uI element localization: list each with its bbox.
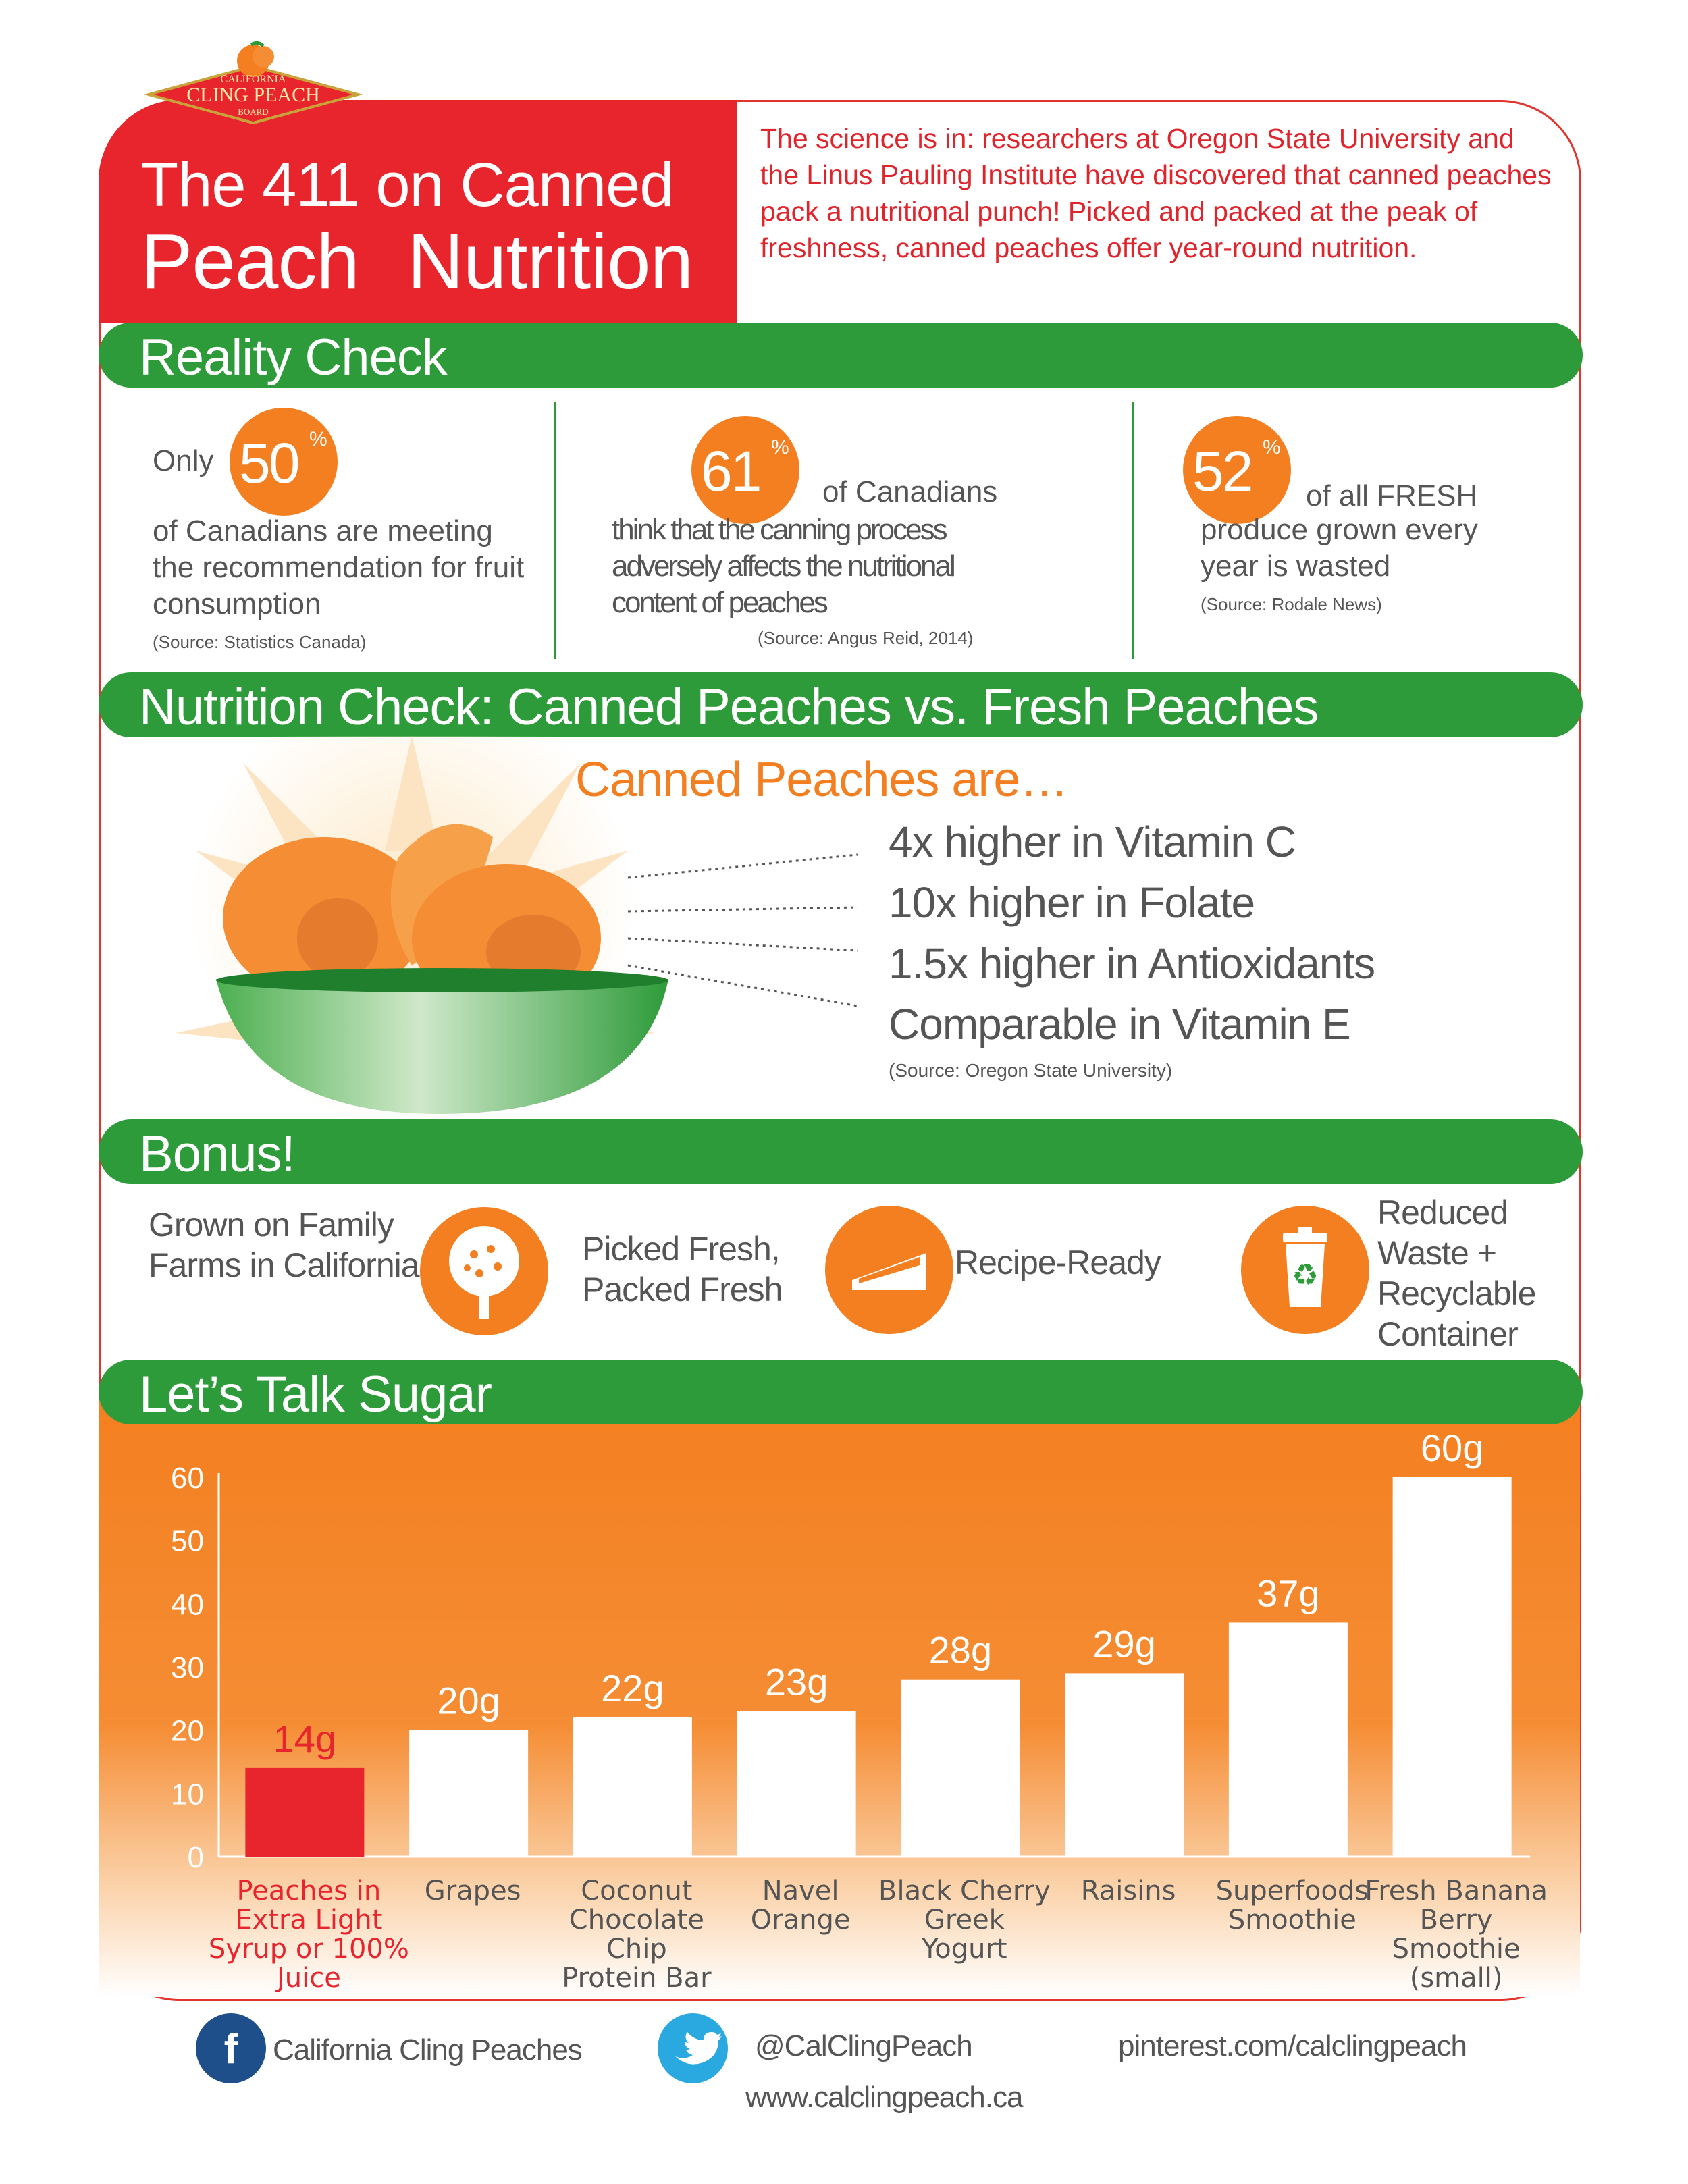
stat-circle	[230, 408, 338, 516]
data-label: 37g	[1257, 1572, 1320, 1615]
category-label: Smoothie	[1228, 1905, 1356, 1936]
bar	[573, 1717, 692, 1857]
svg-text:f: f	[223, 2026, 238, 2073]
section-bar-reality-check	[99, 323, 1583, 388]
category-label: Peaches in	[236, 1875, 381, 1907]
stat-prefix: Only	[153, 444, 214, 477]
data-label: 60g	[1420, 1427, 1484, 1469]
bonus-item-label: Grown on Family Farms in California	[149, 1206, 419, 1284]
category-label: Black Cherry	[878, 1875, 1051, 1907]
stat-unit: %	[309, 428, 327, 450]
category-label: Chip	[606, 1934, 667, 1965]
nutrition-fact: Comparable in Vitamin E	[889, 1000, 1350, 1048]
data-label: 29g	[1092, 1622, 1156, 1666]
section-heading: Bonus!	[139, 1125, 295, 1183]
category-label: Navel	[762, 1875, 839, 1907]
bonus-item-label: Reduced Waste + Recyclable Container	[1377, 1194, 1536, 1353]
y-tick-label: 50	[171, 1524, 204, 1558]
facebook-link[interactable]: California Cling Peaches	[273, 2033, 582, 2067]
bar	[1229, 1622, 1348, 1857]
logo-line2: CLING PEACH	[186, 84, 320, 106]
category-label: (small)	[1409, 1963, 1503, 1994]
stat-unit: %	[1263, 436, 1281, 458]
bonus-item-label: Recipe-Ready	[955, 1244, 1161, 1281]
category-label: Protein Bar	[562, 1963, 712, 1994]
section-heading: Nutrition Check: Canned Peaches vs. Fresh Peaches	[139, 678, 1319, 736]
stat-source: (Source: Statistics Canada)	[153, 632, 367, 652]
bar	[737, 1711, 856, 1857]
data-label: 22g	[601, 1666, 664, 1709]
y-tick-label: 10	[171, 1778, 204, 1811]
divider	[1132, 402, 1134, 659]
section-bar-nutrition-check	[99, 672, 1583, 737]
section-heading: Let’s Talk Sugar	[139, 1366, 492, 1423]
page-title-line2: Peach Nutrition	[140, 217, 693, 305]
logo-line3: BOARD	[238, 107, 269, 117]
stat-text: of Canadians are meeting the recommendation for fruit consumption	[153, 514, 525, 620]
bar	[245, 1768, 364, 1857]
bar	[1393, 1477, 1512, 1857]
page-title-line1: The 411 on Canned	[140, 151, 674, 219]
y-tick-label: 40	[171, 1588, 204, 1622]
category-label: Extra Light	[235, 1905, 383, 1936]
stat-source: (Source: Rodale News)	[1201, 594, 1382, 614]
category-label: Grapes	[424, 1875, 521, 1907]
stat-circle	[691, 416, 799, 524]
pinterest-link[interactable]: pinterest.com/calclingpeach	[1118, 2029, 1467, 2062]
category-label: Coconut	[581, 1875, 693, 1907]
pie-slice-icon	[825, 1206, 953, 1334]
stat-text: produce grown every year is wasted	[1201, 513, 1478, 583]
stat-text-inline: of all FRESH	[1306, 479, 1478, 512]
twitter-icon[interactable]	[658, 2013, 728, 2083]
y-tick-label: 30	[171, 1651, 204, 1684]
stat-value: 52	[1192, 440, 1252, 503]
nutrition-source: (Source: Oregon State University)	[889, 1060, 1173, 1081]
cling-peach-board-logo	[135, 41, 371, 142]
nutrition-fact: 1.5x higher in Antioxidants	[889, 939, 1375, 988]
category-label: Greek	[924, 1905, 1005, 1936]
y-tick-label: 60	[171, 1462, 204, 1495]
nutrition-fact: 10x higher in Folate	[889, 878, 1255, 927]
nutrition-fact: 4x higher in Vitamin C	[889, 818, 1296, 866]
stat-value: 50	[239, 431, 298, 495]
category-label: Fresh Banana	[1365, 1875, 1548, 1907]
section-heading: Reality Check	[139, 329, 447, 386]
divider	[554, 402, 556, 659]
facebook-icon[interactable]	[196, 2013, 266, 2083]
stat-circle	[1183, 416, 1291, 524]
section-bar-bonus	[99, 1119, 1583, 1184]
category-label: Syrup or 100%	[208, 1934, 409, 1965]
data-label: 23g	[764, 1660, 828, 1703]
category-label: Raisins	[1080, 1875, 1176, 1907]
y-tick-label: 20	[171, 1714, 204, 1748]
stat-text-inline: of Canadians	[822, 475, 998, 508]
category-label: Superfoods	[1215, 1875, 1369, 1907]
data-label: 28g	[928, 1628, 993, 1672]
twitter-link[interactable]: @CalClingPeach	[755, 2029, 972, 2062]
bar	[901, 1680, 1020, 1857]
stat-unit: %	[771, 436, 789, 458]
data-label: 20g	[437, 1679, 500, 1722]
bonus-item-label: Picked Fresh, Packed Fresh	[582, 1230, 783, 1308]
y-tick-label: 0	[187, 1841, 204, 1874]
recycle-bin-icon	[1241, 1206, 1369, 1334]
bar	[1065, 1673, 1184, 1857]
category-label: Smoothie	[1392, 1934, 1521, 1965]
category-label: Orange	[750, 1905, 851, 1936]
website-link[interactable]: www.calclingpeach.ca	[745, 2081, 1023, 2114]
stat-text: think that the canning process adversely affects the nutritional content of peaches	[612, 513, 954, 619]
sugar-bar-chart	[99, 1392, 1580, 1997]
tree-icon	[420, 1207, 548, 1335]
category-label: Yogurt	[922, 1934, 1007, 1965]
category-label: Chocolate	[569, 1905, 704, 1936]
logo-line1: CALIFORNIA	[220, 74, 286, 85]
svg-text:♻: ♻	[1292, 1258, 1319, 1293]
stat-source: (Source: Angus Reid, 2014)	[758, 628, 974, 648]
data-label: 14g	[273, 1717, 337, 1760]
category-label: Berry	[1419, 1905, 1493, 1936]
bar	[409, 1730, 528, 1857]
category-label: Juice	[276, 1963, 341, 1994]
stat-value: 61	[701, 440, 760, 503]
intro-text: The science is in: researchers at Oregon State University and the Linus Pauling Institute have discovered that canned peaches pack a nutritional punch! Picked and packed at the peak of freshness, canned peaches offer year-round nutrition.	[760, 123, 1552, 263]
canned-peaches-subheading: Canned Peaches are…	[575, 753, 1068, 807]
